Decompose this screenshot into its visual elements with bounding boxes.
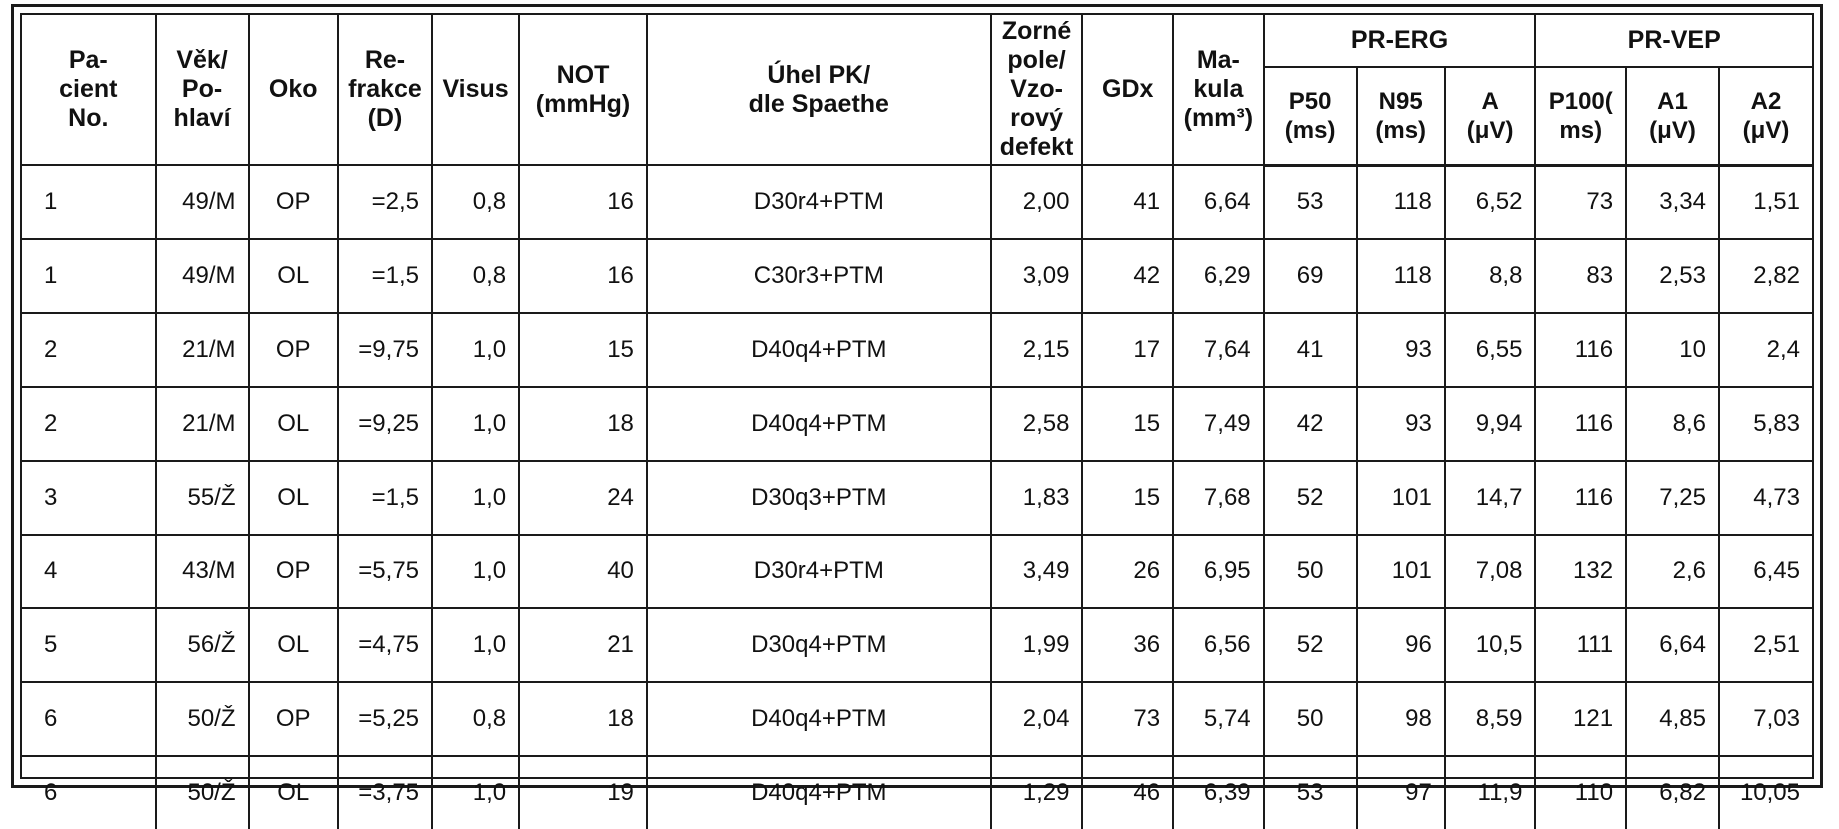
cell-p50: 52: [1264, 608, 1357, 682]
cell-visual-field: 2,15: [991, 313, 1083, 387]
cell-visual-field: 1,99: [991, 608, 1083, 682]
header-makula: Ma- kula (mm³): [1173, 15, 1264, 165]
cell-not: 19: [519, 756, 647, 829]
cell-refraction: =5,25: [338, 682, 432, 756]
cell-not: 21: [519, 608, 647, 682]
cell-visual-field: 2,00: [991, 165, 1083, 239]
cell-patient: 5: [22, 608, 156, 682]
cell-patient: 1: [22, 165, 156, 239]
cell-makula: 7,49: [1173, 387, 1264, 461]
cell-eye: OP: [249, 165, 338, 239]
cell-refraction: =1,5: [338, 239, 432, 313]
cell-age-sex: 55/Ž: [156, 461, 249, 535]
cell-angle: D30q4+PTM: [647, 608, 991, 682]
cell-not: 16: [519, 165, 647, 239]
cell-makula: 6,95: [1173, 535, 1264, 609]
header-visual-field: Zorné pole/ Vzo- rový defekt: [991, 15, 1083, 165]
cell-a2: 5,83: [1719, 387, 1812, 461]
cell-a2: 2,82: [1719, 239, 1812, 313]
table-row: [22, 239, 1812, 313]
cell-a1: 10: [1626, 313, 1719, 387]
cell-eye: OL: [249, 387, 338, 461]
cell-eye: OL: [249, 756, 338, 829]
table-row: [22, 165, 1812, 239]
header-gdx: GDx: [1082, 15, 1173, 165]
cell-p50: 50: [1264, 535, 1357, 609]
cell-eye: OL: [249, 608, 338, 682]
cell-n95: 101: [1357, 535, 1445, 609]
cell-a1: 6,82: [1626, 756, 1719, 829]
cell-eye: OL: [249, 461, 338, 535]
cell-a2: 10,05: [1719, 756, 1812, 829]
cell-p50: 69: [1264, 239, 1357, 313]
cell-makula: 7,68: [1173, 461, 1264, 535]
cell-age-sex: 43/M: [156, 535, 249, 609]
table-row: [22, 756, 1812, 829]
cell-not: 40: [519, 535, 647, 609]
cell-eye: OL: [249, 239, 338, 313]
cell-visus: 0,8: [432, 165, 519, 239]
header-a: A (μV): [1445, 67, 1536, 165]
cell-age-sex: 21/M: [156, 313, 249, 387]
cell-a2: 2,4: [1719, 313, 1812, 387]
cell-gdx: 46: [1082, 756, 1173, 829]
cell-n95: 118: [1357, 165, 1445, 239]
cell-a1: 4,85: [1626, 682, 1719, 756]
header-age-sex: Věk/ Po- hlaví: [156, 15, 249, 165]
cell-p100: 116: [1535, 387, 1626, 461]
table-frame-outer: [11, 4, 1823, 806]
table-row: [22, 461, 1812, 535]
cell-n95: 96: [1357, 608, 1445, 682]
cell-a: 14,7: [1445, 461, 1536, 535]
cell-angle: D40q4+PTM: [647, 756, 991, 829]
cell-p50: 52: [1264, 461, 1357, 535]
cell-makula: 6,64: [1173, 165, 1264, 239]
cell-patient: 1: [22, 239, 156, 313]
table-row: [22, 608, 1812, 682]
cell-eye: OP: [249, 313, 338, 387]
cell-makula: 7,64: [1173, 313, 1264, 387]
cell-a: 6,52: [1445, 165, 1536, 239]
cell-visus: 0,8: [432, 682, 519, 756]
cell-patient: 2: [22, 313, 156, 387]
cell-a1: 8,6: [1626, 387, 1719, 461]
cell-gdx: 73: [1082, 682, 1173, 756]
cell-p100: 83: [1535, 239, 1626, 313]
cell-a2: 7,03: [1719, 682, 1812, 756]
cell-makula: 6,39: [1173, 756, 1264, 829]
cell-visus: 1,0: [432, 608, 519, 682]
cell-age-sex: 56/Ž: [156, 608, 249, 682]
cell-not: 18: [519, 387, 647, 461]
header-angle: Úhel PK/ dle Spaethe: [647, 15, 991, 165]
cell-age-sex: 49/M: [156, 239, 249, 313]
cell-a: 8,59: [1445, 682, 1536, 756]
cell-gdx: 42: [1082, 239, 1173, 313]
cell-gdx: 15: [1082, 387, 1173, 461]
cell-makula: 6,29: [1173, 239, 1264, 313]
header-p50: P50 (ms): [1264, 67, 1357, 165]
cell-refraction: =9,75: [338, 313, 432, 387]
cell-a2: 2,51: [1719, 608, 1812, 682]
cell-gdx: 17: [1082, 313, 1173, 387]
cell-n95: 101: [1357, 461, 1445, 535]
cell-not: 16: [519, 239, 647, 313]
cell-p50: 42: [1264, 387, 1357, 461]
cell-p100: 110: [1535, 756, 1626, 829]
cell-patient: 6: [22, 682, 156, 756]
cell-gdx: 36: [1082, 608, 1173, 682]
table-row: [22, 535, 1812, 609]
cell-patient: 2: [22, 387, 156, 461]
header-a2: A2 (μV): [1719, 67, 1812, 165]
cell-angle: D30r4+PTM: [647, 535, 991, 609]
cell-p50: 41: [1264, 313, 1357, 387]
cell-p100: 132: [1535, 535, 1626, 609]
patient-results-table: [22, 15, 1812, 829]
cell-n95: 93: [1357, 387, 1445, 461]
cell-p100: 116: [1535, 313, 1626, 387]
cell-p100: 116: [1535, 461, 1626, 535]
cell-eye: OP: [249, 535, 338, 609]
cell-a: 9,94: [1445, 387, 1536, 461]
cell-angle: D40q4+PTM: [647, 387, 991, 461]
cell-patient: 4: [22, 535, 156, 609]
cell-p50: 50: [1264, 682, 1357, 756]
cell-refraction: =4,75: [338, 608, 432, 682]
cell-visual-field: 2,04: [991, 682, 1083, 756]
cell-age-sex: 50/Ž: [156, 682, 249, 756]
cell-a1: 6,64: [1626, 608, 1719, 682]
cell-a: 7,08: [1445, 535, 1536, 609]
cell-a: 11,9: [1445, 756, 1536, 829]
cell-visus: 0,8: [432, 239, 519, 313]
header-pr-erg: PR-ERG: [1264, 15, 1536, 67]
cell-visus: 1,0: [432, 756, 519, 829]
cell-p50: 53: [1264, 756, 1357, 829]
cell-gdx: 26: [1082, 535, 1173, 609]
cell-patient: 6: [22, 756, 156, 829]
cell-visus: 1,0: [432, 535, 519, 609]
cell-angle: D30r4+PTM: [647, 165, 991, 239]
cell-not: 18: [519, 682, 647, 756]
table-frame-inner: [20, 13, 1814, 806]
cell-a: 10,5: [1445, 608, 1536, 682]
cell-a2: 6,45: [1719, 535, 1812, 609]
cell-refraction: =3,75: [338, 756, 432, 829]
cell-a1: 7,25: [1626, 461, 1719, 535]
header-not: NOT (mmHg): [519, 15, 647, 165]
cell-a: 6,55: [1445, 313, 1536, 387]
header-visus: Visus: [432, 15, 519, 165]
header-eye: Oko: [249, 15, 338, 165]
cell-a1: 3,34: [1626, 165, 1719, 239]
cell-gdx: 15: [1082, 461, 1173, 535]
cell-refraction: =1,5: [338, 461, 432, 535]
cell-visual-field: 3,49: [991, 535, 1083, 609]
cell-a: 8,8: [1445, 239, 1536, 313]
cell-visus: 1,0: [432, 461, 519, 535]
header-p100: P100( ms): [1535, 67, 1626, 165]
cell-visus: 1,0: [432, 313, 519, 387]
header-a1: A1 (μV): [1626, 67, 1719, 165]
cell-p100: 111: [1535, 608, 1626, 682]
cell-a2: 4,73: [1719, 461, 1812, 535]
table-row: [22, 682, 1812, 756]
header-patient: Pa- cient No.: [22, 15, 156, 165]
cell-not: 24: [519, 461, 647, 535]
cell-visual-field: 2,58: [991, 387, 1083, 461]
cell-visual-field: 1,29: [991, 756, 1083, 829]
cell-a1: 2,53: [1626, 239, 1719, 313]
cell-age-sex: 21/M: [156, 387, 249, 461]
header-n95: N95 (ms): [1357, 67, 1445, 165]
table-row: [22, 313, 1812, 387]
cell-angle: C30r3+PTM: [647, 239, 991, 313]
cell-visus: 1,0: [432, 387, 519, 461]
cell-makula: 5,74: [1173, 682, 1264, 756]
table-body: [22, 165, 1812, 829]
cell-age-sex: 49/M: [156, 165, 249, 239]
cell-a2: 1,51: [1719, 165, 1812, 239]
cell-refraction: =2,5: [338, 165, 432, 239]
cell-angle: D40q4+PTM: [647, 313, 991, 387]
table-row: [22, 387, 1812, 461]
header-pr-vep: PR-VEP: [1535, 15, 1812, 67]
cell-patient: 3: [22, 461, 156, 535]
cell-n95: 93: [1357, 313, 1445, 387]
cell-refraction: =9,25: [338, 387, 432, 461]
cell-a1: 2,6: [1626, 535, 1719, 609]
cell-p100: 121: [1535, 682, 1626, 756]
cell-visual-field: 3,09: [991, 239, 1083, 313]
cell-not: 15: [519, 313, 647, 387]
cell-gdx: 41: [1082, 165, 1173, 239]
cell-refraction: =5,75: [338, 535, 432, 609]
cell-n95: 97: [1357, 756, 1445, 829]
cell-n95: 118: [1357, 239, 1445, 313]
cell-age-sex: 50/Ž: [156, 756, 249, 829]
cell-p100: 73: [1535, 165, 1626, 239]
cell-visual-field: 1,83: [991, 461, 1083, 535]
cell-angle: D40q4+PTM: [647, 682, 991, 756]
cell-n95: 98: [1357, 682, 1445, 756]
cell-eye: OP: [249, 682, 338, 756]
cell-makula: 6,56: [1173, 608, 1264, 682]
cell-p50: 53: [1264, 165, 1357, 239]
header-refraction: Re- frakce (D): [338, 15, 432, 165]
cell-angle: D30q3+PTM: [647, 461, 991, 535]
